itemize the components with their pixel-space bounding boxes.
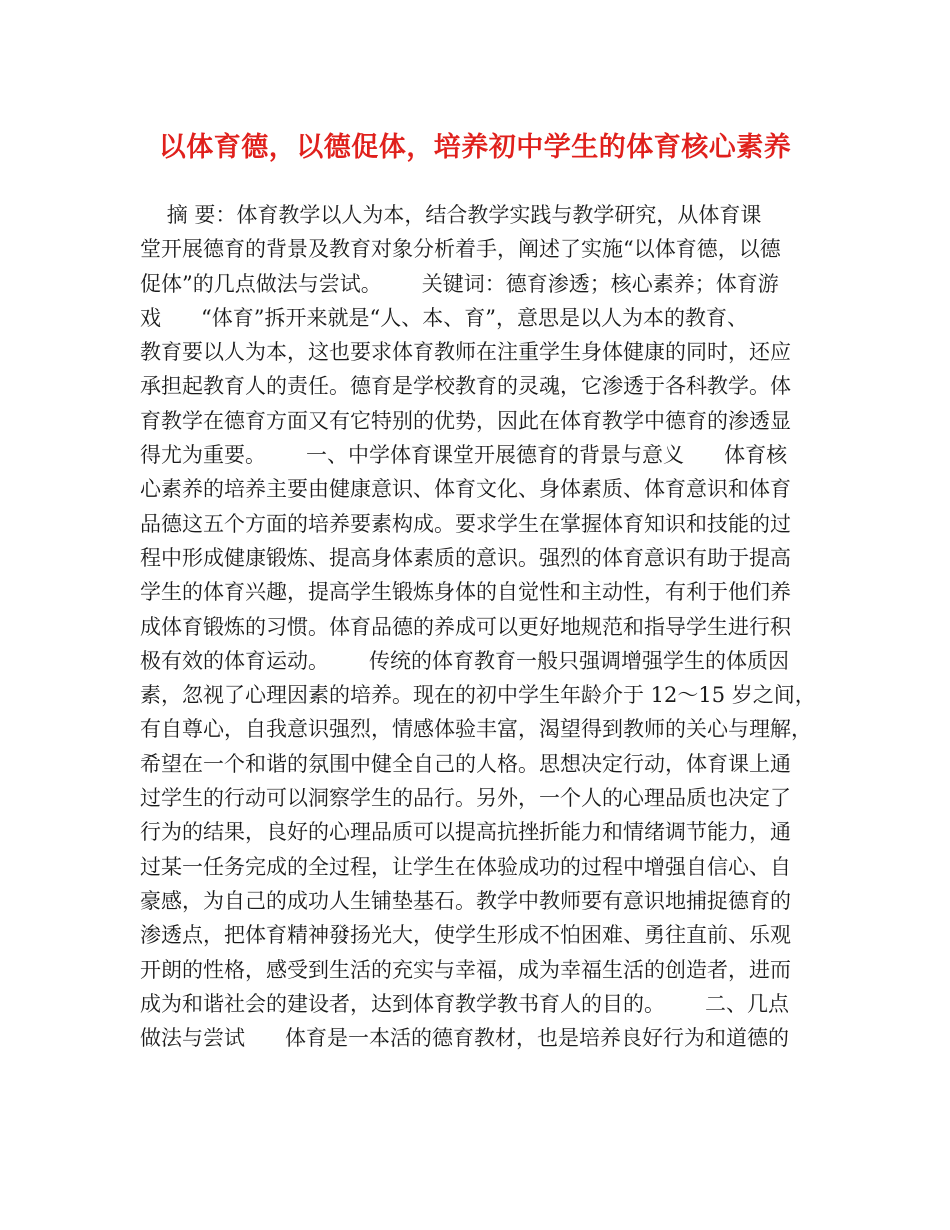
body-line: 希望在一个和谐的氛围中健全自己的人格。思想决定行动，体育课上通 (140, 751, 791, 776)
body-line: 成体育锻炼的习惯。体育品德的养成可以更好地规范和指导学生进行积 (140, 614, 791, 639)
body-line: 承担起教育人的责任。德育是学校教育的灵魂，它渗透于各科教学。体 (140, 374, 791, 399)
body-line: 促体”的几点做法与尝试。 关键词：德育渗透；核心素养；体育游 (140, 271, 779, 296)
body-line: 素，忽视了心理因素的培养。现在的初中学生年龄介于 12～15 岁之间， (140, 683, 816, 708)
body-line: 摘 要：体育教学以人为本，结合教学实践与教学研究，从体育课 (140, 203, 762, 227)
body-line: 学生的体育兴趣，提高学生锻炼身体的自觉性和主动性，有利于他们养 (140, 580, 791, 605)
body-line: 堂开展德育的背景及教育对象分析着手，阐述了实施“以体育德，以德 (140, 237, 781, 262)
body-line: 戏 “体育”拆开来就是“人、本、育”，意思是以人为本的教育、 (140, 305, 748, 330)
body-line: 开朗的性格，感受到生活的充实与幸福，成为幸福生活的创造者，进而 (140, 957, 791, 982)
body-line: 得尤为重要。 一、中学体育课堂开展德育的背景与意义 体育核 (140, 443, 788, 468)
body-line: 成为和谐社会的建设者，达到体育教学教书育人的目的。 二、几点 (140, 991, 790, 1016)
body-line: 品德这五个方面的培养要素构成。要求学生在掌握体育知识和技能的过 (140, 511, 791, 536)
body-line: 豪感，为自己的成功人生铺垫基石。教学中教师要有意识地捕捉德育的 (140, 888, 791, 913)
document-title: 以体育德，以德促体，培养初中学生的体育核心素养 (158, 132, 792, 163)
body-line: 过学生的行动可以洞察学生的品行。另外，一个人的心理品质也决定了 (140, 786, 791, 811)
body-line: 渗透点，把体育精神發扬光大，使学生形成不怕困难、勇往直前、乐观 (140, 923, 791, 948)
body-line: 教育要以人为本，这也要求体育教师在注重学生身体健康的同时，还应 (140, 340, 791, 365)
body-line: 育教学在德育方面又有它特别的优势，因此在体育教学中德育的渗透显 (140, 408, 791, 433)
body-line: 心素养的培养主要由健康意识、体育文化、身体素质、体育意识和体育 (140, 477, 791, 502)
body-line: 行为的结果，良好的心理品质可以提高抗挫折能力和情绪调节能力，通 (140, 820, 791, 845)
body-line: 有自尊心，自我意识强烈，情感体验丰富，渴望得到教师的关心与理解， (140, 717, 812, 742)
body-line: 过某一任务完成的全过程，让学生在体验成功的过程中增强自信心、自 (140, 854, 791, 879)
body-line: 极有效的体育运动。 传统的体育教育一般只强调增强学生的体质因 (140, 648, 790, 673)
body-line: 做法与尝试 体育是一本活的德育教材，也是培养良好行为和道德的 (140, 1026, 790, 1051)
body-line: 程中形成健康锻炼、提高身体素质的意识。强烈的体育意识有助于提高 (140, 545, 791, 570)
document-body (140, 198, 830, 1055)
